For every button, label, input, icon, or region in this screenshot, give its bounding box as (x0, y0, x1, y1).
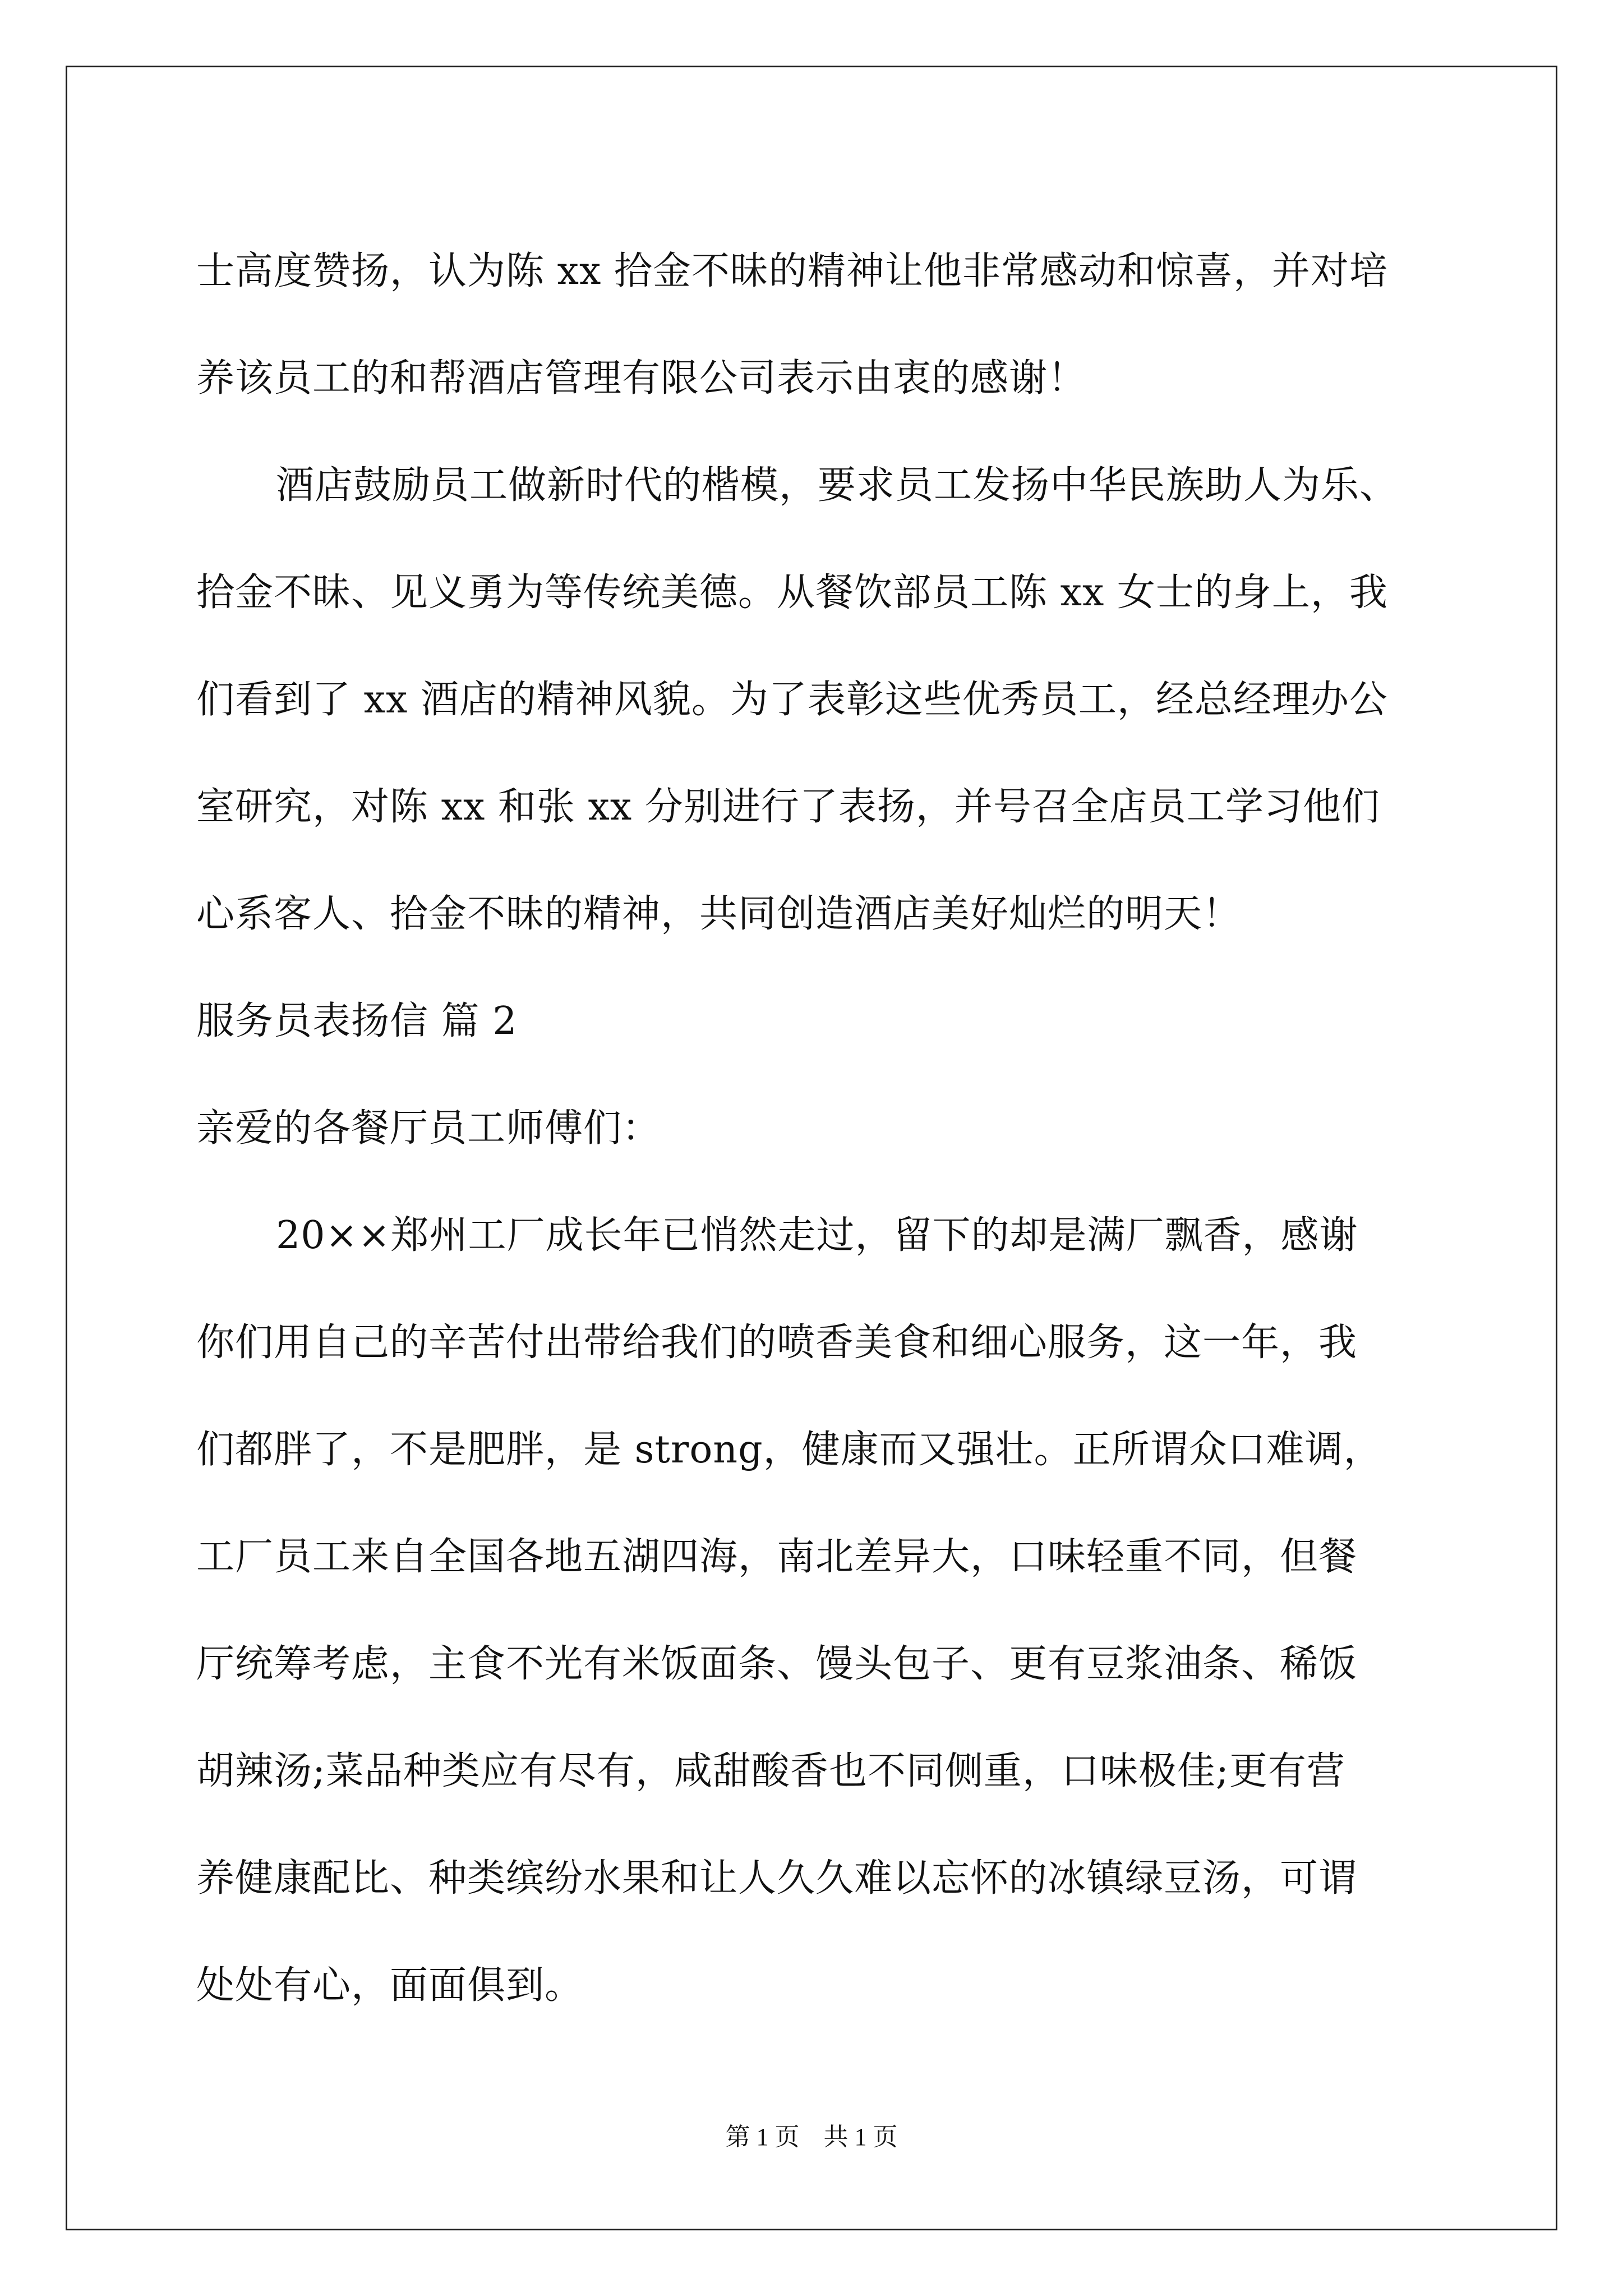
paragraph-start-line: 20××郑州工厂成长年已悄然走过，留下的却是满厂飘香，感谢 (276, 1213, 1358, 1258)
body-line: 室研究，对陈 xx 和张 xx 分别进行了表扬，并号召全店员工学习他们 (196, 785, 1380, 829)
body-line: 士高度赞扬，认为陈 xx 拾金不昧的精神让他非常感动和惊喜，并对培 (196, 249, 1388, 293)
body-line: 养健康配比、种类缤纷水果和让人久久难以忘怀的冰镇绿豆汤，可谓 (196, 1856, 1358, 1901)
body-line: 心系客人、拾金不昧的精神，共同创造酒店美好灿烂的明天！ (196, 892, 1242, 936)
body-line: 们都胖了，不是肥胖，是 strong，健康而又强壮。正所谓众口难调， (196, 1428, 1382, 1472)
body-line: 养该员工的和帮酒店管理有限公司表示由衷的感谢！ (196, 356, 1087, 401)
section-heading: 服务员表扬信 篇 2 (196, 999, 518, 1043)
body-line: 胡辣汤;菜品种类应有尽有，咸甜酸香也不同侧重，口味极佳;更有营 (196, 1749, 1345, 1793)
body-line: 你们用自己的辛苦付出带给我们的喷香美食和细心服务，这一年，我 (196, 1320, 1358, 1365)
body-line: 拾金不昧、见义勇为等传统美德。从餐饮部员工陈 xx 女士的身上，我 (196, 570, 1388, 615)
document-body (196, 218, 1458, 2039)
page-footer (0, 2120, 1623, 2154)
body-line: 们看到了 xx 酒店的精神风貌。为了表彰这些优秀员工，经总经理办公 (196, 678, 1388, 722)
body-line: 处处有心，面面俱到。 (196, 1963, 584, 2008)
body-line: 工厂员工来自全国各地五湖四海，南北差异大，口味轻重不同，但餐 (196, 1535, 1358, 1579)
salutation: 亲爱的各餐厅员工师傅们： (196, 1106, 661, 1151)
paragraph-start-line: 酒店鼓励员工做新时代的楷模，要求员工发扬中华民族助人为乐、 (276, 463, 1399, 508)
body-line: 厅统筹考虑，主食不光有米饭面条、馒头包子、更有豆浆油条、稀饭 (196, 1642, 1358, 1686)
page-total: 共 1 页 (823, 2123, 898, 2151)
page-number: 第 1 页 (725, 2123, 800, 2151)
